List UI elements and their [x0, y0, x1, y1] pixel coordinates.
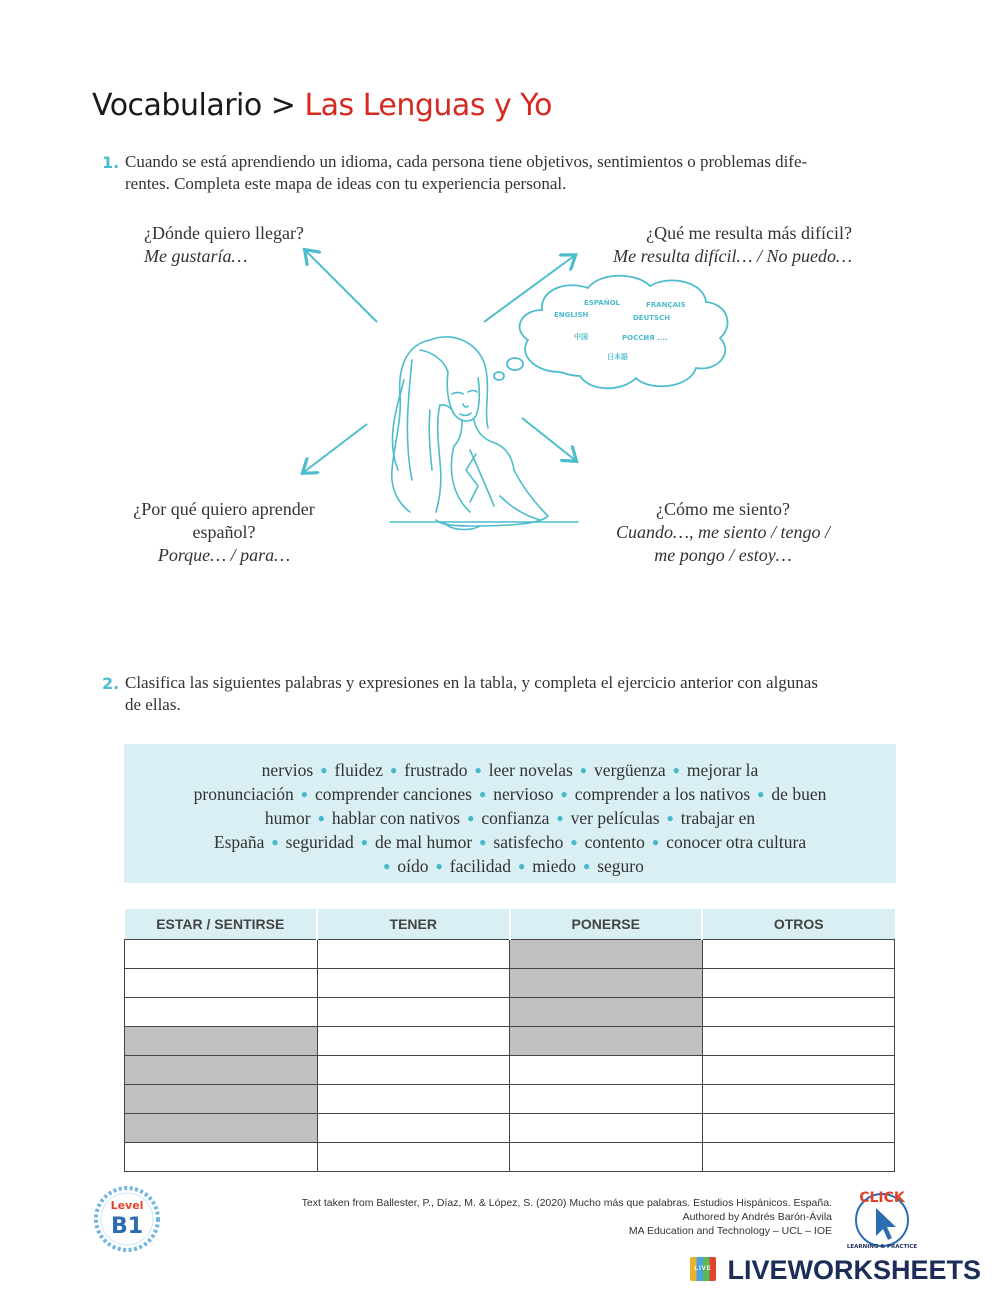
word-bank-item: satisfecho — [493, 832, 564, 852]
table-cell-answer[interactable] — [510, 1114, 703, 1143]
bullet-separator-icon: ● — [478, 787, 487, 801]
bullet-separator-icon: ● — [383, 859, 391, 873]
table-cell-answer[interactable] — [702, 940, 895, 969]
prompt-top-left-hint: Me gustaría… — [144, 246, 248, 266]
word-bank-item: nervios — [261, 760, 314, 780]
table-cell-disabled — [125, 1114, 318, 1143]
prompt-top-left-question: ¿Dónde quiero llegar? — [144, 223, 304, 243]
table-cell-answer[interactable] — [702, 1056, 895, 1085]
bullet-separator-icon: ● — [556, 811, 564, 825]
word-bank-line — [142, 807, 878, 831]
table-cell-disabled — [510, 969, 703, 998]
word-bank-line — [142, 759, 878, 783]
prompt-top-right-hint: Me resulta difícil… / No puedo… — [613, 246, 852, 266]
prompt-bottom-left-line2: español? — [192, 522, 256, 542]
word-bank-item: nervioso — [493, 784, 554, 804]
bullet-separator-icon: ● — [300, 787, 309, 801]
table-cell-answer[interactable] — [317, 1056, 510, 1085]
table-row — [125, 1085, 895, 1114]
level-badge — [92, 1184, 162, 1254]
word-bank-item: pronunciación — [193, 784, 294, 804]
table-row — [125, 1027, 895, 1056]
liveworksheets-wordmark: LIVEWORKSHEETS — [727, 1255, 982, 1285]
bullet-separator-icon: ● — [271, 835, 279, 849]
table-cell-answer[interactable] — [702, 1085, 895, 1114]
bullet-separator-icon: ● — [579, 763, 588, 777]
table-cell-answer[interactable] — [510, 1143, 703, 1172]
word-bank — [124, 744, 896, 883]
word-bank-item: contento — [584, 832, 645, 852]
classification-table — [124, 909, 895, 1172]
header-ponerse: PONERSE — [510, 909, 703, 940]
prompt-bottom-left-hint: Porque… / para… — [157, 545, 291, 565]
prompt-bottom-right-hint2: me pongo / estoy… — [654, 545, 792, 565]
word-bank-item: confianza — [481, 808, 550, 828]
click-logo-text: CLICK — [859, 1190, 905, 1206]
word-bank-item: mejorar la — [686, 760, 759, 780]
bullet-separator-icon: ● — [651, 835, 660, 849]
arrow-top-left — [306, 251, 377, 322]
bullet-separator-icon: ● — [320, 763, 328, 777]
q2-line1: Clasifica las siguientes palabras y expresiones en la tabla, y completa el ejercicio anterior con algunas — [125, 673, 818, 692]
table-cell-answer[interactable] — [317, 940, 510, 969]
table-row — [125, 1114, 895, 1143]
word-bank-item: conocer otra cultura — [666, 832, 807, 852]
title-topic: Las Lenguas y Yo — [304, 88, 552, 123]
credit-program: MA Education and Technology – UCL – IOE — [628, 1225, 832, 1237]
credit-author: Authored by Andrés Barón-Ávila — [682, 1211, 832, 1223]
table-cell-disabled — [125, 1027, 318, 1056]
prompt-top-right-question: ¿Qué me resulta más difícil? — [646, 223, 852, 243]
click-logo — [846, 1186, 918, 1250]
table-cell-answer[interactable] — [125, 998, 318, 1027]
liveworksheets-brand — [690, 1255, 981, 1286]
word-bank-line — [142, 855, 878, 879]
bullet-separator-icon: ● — [672, 763, 680, 777]
bullet-separator-icon: ● — [570, 835, 578, 849]
word-bank-item: ver películas — [570, 808, 660, 828]
word-bank-item: seguro — [597, 856, 644, 876]
header-tener: TENER — [317, 909, 510, 940]
bullet-separator-icon: ● — [757, 787, 765, 801]
word-bank-item: leer novelas — [488, 760, 573, 780]
prompt-bottom-right-hint1: Cuando…, me siento / tengo / — [616, 522, 830, 542]
word-bank-item: humor — [264, 808, 311, 828]
cloud-language-2: FRANÇAIS — [646, 301, 686, 309]
word-bank-item: oído — [397, 856, 429, 876]
word-bank-item: trabajar en — [680, 808, 756, 828]
table-cell-answer[interactable] — [125, 940, 318, 969]
word-bank-item: de buen — [771, 784, 827, 804]
thought-cloud — [494, 276, 728, 389]
table-cell-answer[interactable] — [317, 1027, 510, 1056]
table-cell-answer[interactable] — [317, 1143, 510, 1172]
cloud-language-6: РОССИЯ .... — [622, 334, 668, 342]
table-body — [125, 940, 895, 1172]
arrow-bottom-right — [522, 418, 575, 460]
word-bank-item: seguridad — [285, 832, 354, 852]
word-bank-item: miedo — [532, 856, 576, 876]
word-bank-item: frustrado — [404, 760, 468, 780]
table-cell-disabled — [510, 998, 703, 1027]
table-cell-disabled — [125, 1056, 318, 1085]
q2-instructions — [125, 672, 905, 716]
q2-number: 2. — [102, 674, 120, 693]
bullet-separator-icon: ● — [474, 763, 482, 777]
prompt-bottom-right-question: ¿Cómo me siento? — [656, 499, 790, 519]
table-cell-answer[interactable] — [317, 1114, 510, 1143]
bullet-separator-icon: ● — [360, 835, 368, 849]
table-cell-disabled — [510, 940, 703, 969]
table-row — [125, 1056, 895, 1085]
bullet-separator-icon: ● — [317, 811, 325, 825]
header-estar-sentirse: ESTAR / SENTIRSE — [125, 909, 318, 940]
bullet-separator-icon: ● — [582, 859, 591, 873]
cloud-language-5: 中国 — [574, 333, 588, 341]
arrow-bottom-left — [304, 424, 367, 472]
table-cell-answer[interactable] — [702, 1114, 895, 1143]
table-cell-answer[interactable] — [317, 998, 510, 1027]
word-bank-item: comprender a los nativos — [574, 784, 751, 804]
q1-line1: Cuando se está aprendiendo un idioma, cada persona tiene objetivos, sentimientos o problemas dife- — [125, 152, 808, 171]
word-bank-item: vergüenza — [594, 760, 666, 780]
bullet-separator-icon: ● — [666, 811, 674, 825]
table-cell-answer[interactable] — [702, 998, 895, 1027]
cloud-language-4: DEUTSCH — [633, 314, 671, 322]
title-section: Vocabulario > — [92, 88, 296, 123]
table-row — [125, 998, 895, 1027]
word-bank-line — [142, 783, 878, 807]
table-cell-disabled — [125, 1085, 318, 1114]
q1-line2: rentes. Completa este mapa de ideas con tu experiencia personal. — [125, 174, 567, 193]
table-cell-answer[interactable] — [702, 1027, 895, 1056]
q2-line2: de ellas. — [125, 695, 181, 714]
table-row — [125, 1143, 895, 1172]
word-bank-item: facilidad — [449, 856, 511, 876]
mind-map-illustration — [0, 0, 1000, 640]
table-header-row — [125, 909, 895, 940]
table-cell-answer[interactable] — [702, 969, 895, 998]
table-cell-answer[interactable] — [702, 1143, 895, 1172]
word-bank-item: comprender canciones — [315, 784, 472, 804]
q1-number: 1. — [102, 153, 120, 172]
prompt-bottom-left-line1: ¿Por qué quiero aprender — [133, 499, 315, 519]
word-bank-line — [142, 831, 878, 855]
table-row — [125, 969, 895, 998]
word-bank-item: hablar con nativos — [331, 808, 461, 828]
bullet-separator-icon: ● — [479, 835, 487, 849]
liveworksheets-icon: LIVE — [690, 1257, 716, 1281]
cloud-language-7: 日本語 — [607, 353, 628, 361]
bullet-separator-icon: ● — [560, 787, 568, 801]
word-bank-item: España — [213, 832, 265, 852]
header-otros: OTROS — [702, 909, 895, 940]
cloud-language-1: ESPAÑOL — [584, 299, 620, 307]
bullet-separator-icon: ● — [390, 763, 398, 777]
table-cell-answer[interactable] — [510, 1085, 703, 1114]
table-cell-answer[interactable] — [125, 969, 318, 998]
table-cell-answer[interactable] — [125, 1143, 318, 1172]
bullet-separator-icon: ● — [467, 811, 475, 825]
level-label: Level — [110, 1199, 144, 1212]
word-bank-item: de mal humor — [374, 832, 473, 852]
bullet-separator-icon: ● — [435, 859, 443, 873]
bullet-separator-icon: ● — [517, 859, 526, 873]
table-cell-answer[interactable] — [510, 1056, 703, 1085]
table-cell-answer[interactable] — [317, 969, 510, 998]
word-bank-item: fluidez — [334, 760, 384, 780]
level-value: B1 — [110, 1214, 144, 1239]
credit-source: Text taken from Ballester, P., Díaz, M. & López, S. (2020) Mucho más que palabras. Estudios Hispánicos. España. — [301, 1197, 832, 1209]
table-cell-answer[interactable] — [317, 1085, 510, 1114]
table-row — [125, 940, 895, 969]
cloud-language-3: ENGLISH — [554, 311, 589, 319]
click-logo-subtext: LEARNING & PRACTICE — [846, 1244, 918, 1250]
footer-credits — [302, 1196, 832, 1238]
table-cell-disabled — [510, 1027, 703, 1056]
